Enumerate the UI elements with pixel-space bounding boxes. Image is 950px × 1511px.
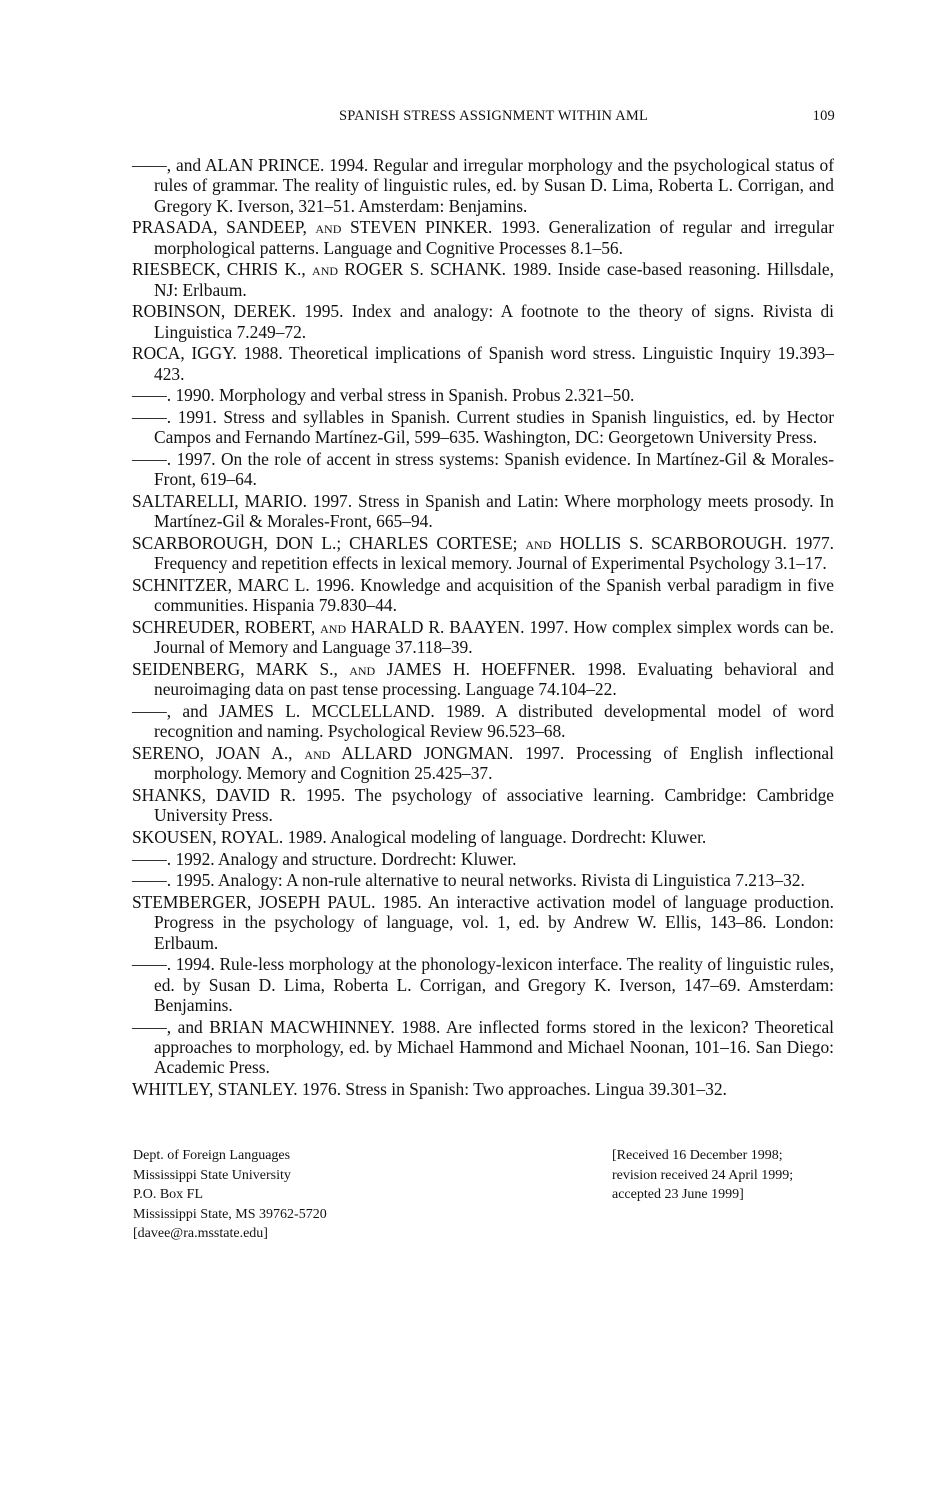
reference-author: SERENO, JOAN A., and ALLARD JONGMAN. bbox=[132, 743, 514, 763]
reference-entry bbox=[132, 892, 834, 953]
reference-text: 1998. Evaluating behavioral and neuroimaging data on past tense processing. Language 74.104–22. bbox=[154, 659, 834, 700]
reference-author: —— bbox=[132, 954, 167, 975]
reference-author: PRASADA, SANDEEP, and STEVEN PINKER. bbox=[132, 217, 493, 238]
reference-author: SKOUSEN, ROYAL. bbox=[132, 827, 284, 847]
reference-entry bbox=[132, 870, 834, 890]
reference-text: . 1992. Analogy and structure. Dordrecht: Kluwer. bbox=[166, 848, 517, 869]
reference-text: 1993. Generalization of regular and irregular morphological patterns. Language and Cognitive Processes 8.1–56. bbox=[154, 217, 834, 258]
references-list bbox=[132, 155, 834, 1101]
reference-entry bbox=[132, 849, 834, 869]
reference-entry bbox=[132, 217, 834, 258]
received-line: [Received 16 December 1998; bbox=[612, 1148, 783, 1163]
reference-entry bbox=[132, 617, 834, 658]
running-header bbox=[152, 108, 835, 130]
reference-text: 1988. Theoretical implications of Spanish word stress. Linguistic Inquiry 19.393–423. bbox=[154, 343, 834, 384]
reference-entry bbox=[132, 343, 834, 384]
reference-author: —— bbox=[132, 385, 167, 406]
reference-text: 1995. The psychology of associative learning. Cambridge: Cambridge University Press. bbox=[154, 785, 834, 826]
reference-text: 1996. Knowledge and acquisition of the Spanish verbal paradigm in five communities. Hispania 79.830–44. bbox=[154, 575, 834, 616]
reference-author: RIESBECK, CHRIS K., and ROGER S. SCHANK. bbox=[132, 259, 507, 280]
reference-entry bbox=[132, 954, 834, 1015]
reference-entry bbox=[132, 1079, 834, 1099]
reference-entry bbox=[132, 785, 834, 826]
reference-author: SALTARELLI, MARIO. bbox=[132, 491, 307, 511]
received-dates bbox=[612, 1146, 793, 1205]
reference-text: . 1991. Stress and syllables in Spanish. Current studies in Spanish linguistics, ed. by Hector Campos and Fernando Martínez-Gil, 599–635. Washington, DC: Georgetown University Press. bbox=[154, 407, 834, 448]
reference-entry bbox=[132, 533, 834, 574]
address-city: Mississippi State, MS 39762-5720 bbox=[133, 1206, 327, 1222]
reference-entry bbox=[132, 259, 834, 300]
reference-entry bbox=[132, 491, 834, 532]
reference-text: 1976. Stress in Spanish: Two approaches. Lingua 39.301–32. bbox=[297, 1079, 727, 1099]
reference-text: . 1990. Morphology and verbal stress in Spanish. Probus 2.321–50. bbox=[166, 385, 635, 406]
reference-entry bbox=[132, 155, 834, 216]
reference-author: —— bbox=[132, 870, 167, 891]
reference-entry bbox=[132, 407, 834, 448]
revision-line: revision received 24 April 1999; bbox=[612, 1167, 794, 1183]
reference-entry bbox=[132, 743, 834, 784]
reference-author: —— bbox=[132, 155, 167, 175]
page-number: 109 bbox=[812, 108, 835, 124]
reference-text: 1989. Inside case-based reasoning. Hillsdale, NJ: Erlbaum. bbox=[154, 259, 834, 300]
reference-author: SHANKS, DAVID R. bbox=[132, 785, 296, 805]
reference-author: SCHNITZER, MARC L. bbox=[132, 575, 310, 595]
reference-entry bbox=[132, 701, 834, 742]
address-university: Mississippi State University bbox=[133, 1167, 291, 1183]
reference-text: 1997. Stress in Spanish and Latin: Where morphology meets prosody. In Martínez-Gil & Morales-Front, 665–94. bbox=[154, 491, 834, 532]
reference-author: SEIDENBERG, MARK S., and JAMES H. HOEFFNER. bbox=[132, 659, 576, 679]
reference-author: —— bbox=[132, 407, 167, 427]
accepted-line: accepted 23 June 1999] bbox=[612, 1187, 744, 1203]
reference-text: , and JAMES L. MCCLELLAND. 1989. A distributed developmental model of word recognition and naming. Psychological Review 96.523–68. bbox=[154, 701, 834, 742]
reference-entry bbox=[132, 301, 834, 342]
reference-text: 1997. How complex simplex words can be. Journal of Memory and Language 37.118–39. bbox=[154, 617, 834, 658]
reference-entry bbox=[132, 1017, 834, 1078]
reference-entry bbox=[132, 827, 834, 847]
reference-text: 1989. Analogical modeling of language. Dordrecht: Kluwer. bbox=[283, 827, 707, 847]
reference-text: . 1995. Analogy: A non-rule alternative to neural networks. Rivista di Linguistica 7.213–32. bbox=[166, 870, 805, 891]
reference-entry bbox=[132, 659, 834, 700]
reference-entry bbox=[132, 449, 834, 490]
reference-text: 1995. Index and analogy: A footnote to the theory of signs. Rivista di Linguistica 7.249–72. bbox=[154, 301, 834, 342]
reference-text: . 1997. On the role of accent in stress systems: Spanish evidence. In Martínez-Gil & Morales-Front, 619–64. bbox=[154, 449, 834, 490]
reference-text: 1977. Frequency and repetition effects in lexical memory. Journal of Experimental Psychology 3.1–17. bbox=[154, 533, 834, 574]
reference-author: WHITLEY, STANLEY. bbox=[132, 1079, 298, 1099]
reference-author: SCHREUDER, ROBERT, and HARALD R. BAAYEN. bbox=[132, 617, 525, 637]
reference-text: 1985. An interactive activation model of language production. Progress in the psychology of language, vol. 1, ed. by Andrew W. Ellis, 143–86. London: Erlbaum. bbox=[154, 891, 835, 953]
reference-author: —— bbox=[132, 848, 167, 869]
reference-text: , and ALAN PRINCE. 1994. Regular and irregular morphology and the psychological status of rules of grammar. The reality of linguistic rules, ed. by Susan D. Lima, Roberta L. Corrigan, and Gregory K. Iverson, 321–51. Amsterdam: Benjamins. bbox=[154, 155, 834, 216]
reference-author: —— bbox=[132, 701, 167, 721]
reference-author: —— bbox=[132, 449, 167, 469]
reference-author: ROBINSON, DEREK. bbox=[132, 301, 296, 322]
author-address bbox=[133, 1146, 327, 1244]
address-box: P.O. Box FL bbox=[133, 1187, 204, 1203]
reference-author: STEMBERGER, JOSEPH PAUL. bbox=[132, 891, 376, 912]
address-dept: Dept. of Foreign Languages bbox=[133, 1148, 291, 1163]
address-email: [davee@ra.msstate.edu] bbox=[133, 1226, 268, 1242]
reference-author: ROCA, IGGY. bbox=[132, 343, 237, 364]
reference-text: 1997. Processing of English inflectional morphology. Memory and Cognition 25.425–37. bbox=[154, 743, 834, 784]
reference-text: , and BRIAN MACWHINNEY. 1988. Are inflected forms stored in the lexicon? Theoretical approaches to morphology, ed. by Michael Hammond and Michael Noonan, 101–16. San Diego: Academic Press. bbox=[154, 1016, 834, 1078]
reference-entry bbox=[132, 385, 834, 405]
reference-text: . 1994. Rule-less morphology at the phonology-lexicon interface. The reality of linguistic rules, ed. by Susan D. Lima, Roberta L. Corrigan, and Gregory K. Iverson, 147–69. Amsterdam: Benjamins. bbox=[154, 954, 834, 1015]
reference-author: —— bbox=[132, 1016, 167, 1037]
reference-author: SCARBOROUGH, DON L.; CHARLES CORTESE; and HOLLIS S. SCARBOROUGH. bbox=[132, 533, 787, 553]
running-title: SPANISH STRESS ASSIGNMENT WITHIN AML bbox=[338, 108, 649, 124]
reference-entry bbox=[132, 575, 834, 616]
